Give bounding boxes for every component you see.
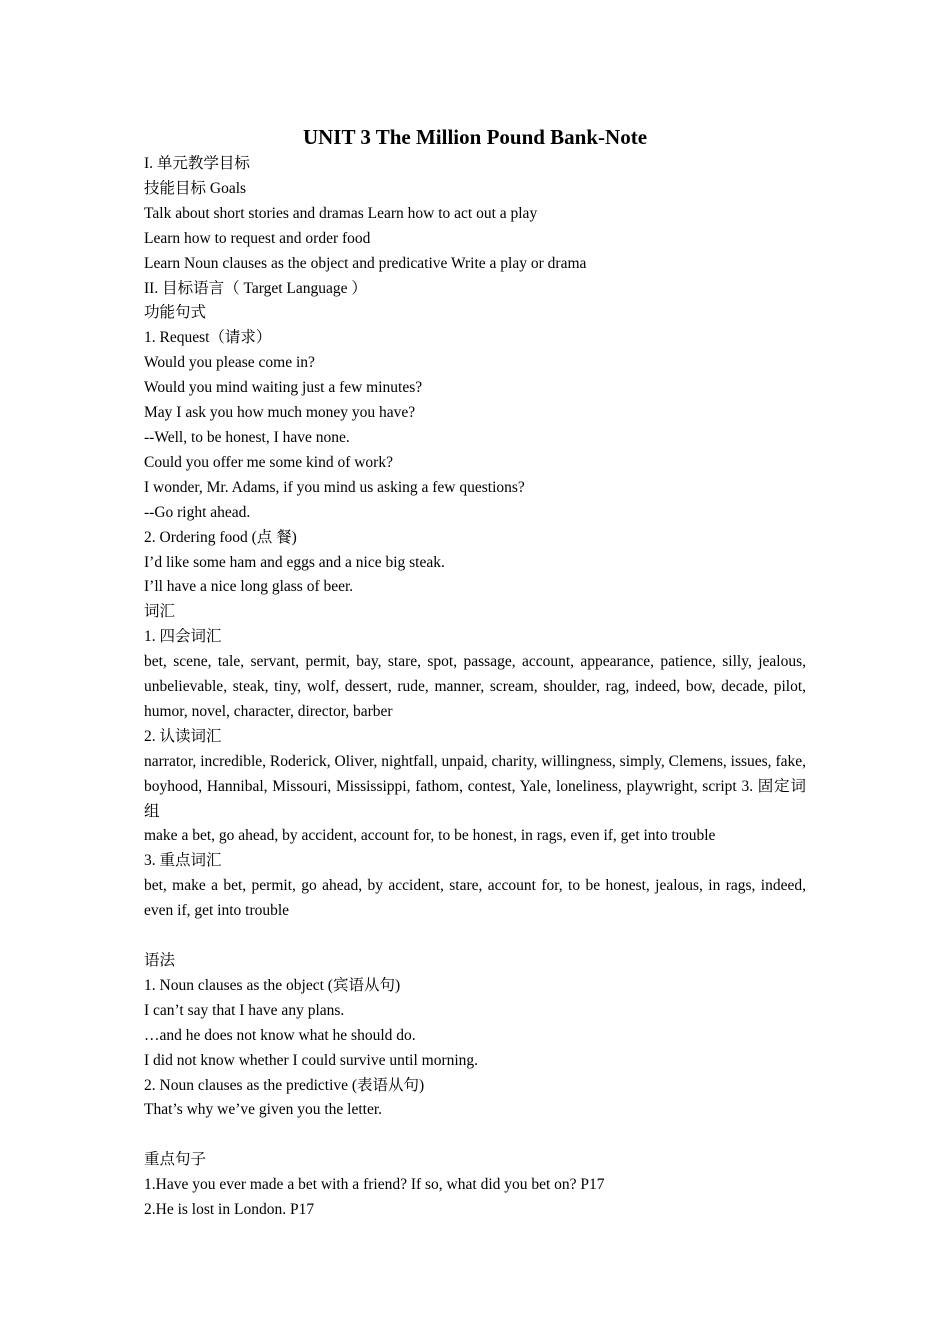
example-sentence: That’s why we’ve given you the letter.	[144, 1101, 383, 1119]
functional-sentences-heading: 功能句式	[144, 304, 207, 322]
four-skills-vocab-list: bet, scene, tale, servant, permit, bay, stare, spot, passage, account, appearance, patience, silly, jealous, unbelievable, steak, tiny, wolf, dessert, rude, manner, scream, shoulder, rag, indeed, bow, decade, pilot, humor, novel, character, director, barber	[144, 653, 806, 720]
example-sentence: Could you offer me some kind of work?	[144, 453, 393, 471]
example-sentence: Would you please come in?	[144, 354, 315, 372]
grammar-predictive-clause-heading: 2. Noun clauses as the predictive (表语从句)	[144, 1076, 425, 1094]
goal-line: Talk about short stories and dramas Learn how to act out a play	[144, 204, 538, 222]
section-heading-goals: I. 单元教学目标	[144, 155, 250, 172]
blank-line	[144, 1123, 806, 1148]
key-sentences-heading: 重点句子	[144, 1151, 207, 1169]
example-sentence: --Go right ahead.	[144, 503, 251, 521]
skill-goals-heading: 技能目标 Goals	[144, 179, 247, 197]
example-sentence: I wonder, Mr. Adams, if you mind us asking a few questions?	[144, 478, 525, 496]
four-skills-vocab-heading: 1. 四会词汇	[144, 628, 222, 646]
example-sentence: I’ll have a nice long glass of beer.	[144, 578, 354, 596]
fixed-phrases-list: make a bet, go ahead, by accident, account for, to be honest, in rags, even if, get into trouble	[144, 827, 716, 845]
ordering-food-heading: 2. Ordering food (点 餐)	[144, 528, 297, 546]
key-vocab-list: bet, make a bet, permit, go ahead, by accident, stare, account for, to be honest, jealous, in rags, indeed, even if, get into trouble	[144, 877, 806, 920]
example-sentence: I’d like some ham and eggs and a nice big steak.	[144, 553, 445, 571]
example-sentence: May I ask you how much money you have?	[144, 404, 416, 422]
reading-vocab-list: narrator, incredible, Roderick, Oliver, nightfall, unpaid, charity, willingness, simply, Clemens, issues, fake, boyhood, Hannibal, Missouri, Mississippi, fathom, contest, Yale, loneliness, playwright, script 3. 固定词组	[144, 752, 806, 820]
blank-line	[144, 924, 806, 949]
key-sentence: 2.He is lost in London. P17	[144, 1201, 315, 1219]
document-page	[144, 122, 806, 1223]
grammar-object-clause-heading: 1. Noun clauses as the object (宾语从句)	[144, 976, 401, 994]
grammar-heading: 语法	[144, 951, 176, 969]
key-sentence: 1.Have you ever made a bet with a friend? If so, what did you bet on? P17	[144, 1176, 605, 1194]
key-vocab-heading: 3. 重点词汇	[144, 852, 222, 870]
goal-line: Learn how to request and order food	[144, 229, 371, 247]
document-title: UNIT 3 The Million Pound Bank-Note	[302, 125, 648, 149]
request-heading: 1. Request（请求）	[144, 329, 272, 347]
goal-line: Learn Noun clauses as the object and predicative Write a play or drama	[144, 254, 587, 272]
reading-vocab-heading: 2. 认读词汇	[144, 727, 222, 745]
example-sentence: I can’t say that I have any plans.	[144, 1001, 345, 1019]
example-sentence: …and he does not know what he should do.	[144, 1026, 416, 1044]
section-heading-target-language: II. 目标语言（ Target Language ）	[144, 279, 367, 297]
example-sentence: Would you mind waiting just a few minutes?	[144, 379, 423, 397]
example-sentence: --Well, to be honest, I have none.	[144, 428, 350, 446]
vocabulary-heading: 词汇	[144, 603, 176, 621]
example-sentence: I did not know whether I could survive until morning.	[144, 1051, 479, 1069]
